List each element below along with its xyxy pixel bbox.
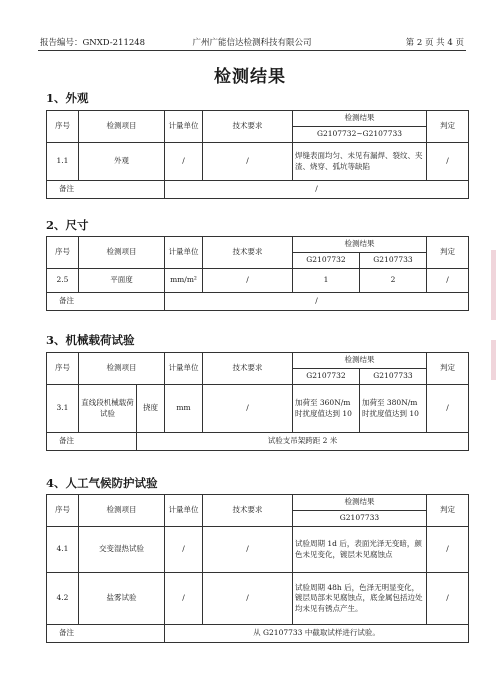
- seal-stamp-edge: [491, 250, 496, 320]
- page-header: [38, 36, 466, 51]
- sample-id: G2107732: [293, 253, 360, 269]
- page-number: 第 2 页 共 4 页: [405, 38, 464, 48]
- col-result: 检测结果: [293, 495, 427, 511]
- col-result: 检测结果: [293, 353, 427, 369]
- table-row: [47, 385, 469, 433]
- section-2-heading: 2、尺寸: [46, 218, 89, 232]
- row-result-2: 2: [360, 269, 427, 293]
- climate-protection-table: [46, 494, 469, 643]
- col-result: 检测结果: [293, 111, 427, 127]
- row-result: 焊缝表面均匀、未见有漏焊、裂纹、夹渣、烧穿、弧坑等缺陷: [293, 143, 427, 181]
- col-seq: 序号: [47, 495, 79, 527]
- col-req: 技术要求: [203, 353, 293, 385]
- row-seq: 2.5: [47, 269, 79, 293]
- section-3-heading: 3、机械载荷试验: [46, 333, 135, 347]
- appearance-table: [46, 110, 469, 199]
- col-item: 检测项目: [79, 353, 165, 385]
- row-req: /: [203, 573, 293, 625]
- col-judge: 判定: [427, 495, 469, 527]
- col-judge: 判定: [427, 111, 469, 143]
- col-req: 技术要求: [203, 111, 293, 143]
- remark-label: 备注: [47, 181, 165, 199]
- remark-value: 从 G2107733 中截取试样进行试验。: [165, 625, 469, 643]
- remark-value: /: [165, 293, 469, 311]
- row-item: 盐雾试验: [79, 573, 165, 625]
- company-name: 广州广能信达检测科技有限公司: [192, 38, 312, 48]
- row-result-1: 加荷至 360N/m 时扰度值达到 10: [293, 385, 360, 433]
- row-unit: /: [165, 143, 203, 181]
- col-unit: 计量单位: [165, 237, 203, 269]
- row-unit: /: [165, 573, 203, 625]
- remark-value: /: [165, 181, 469, 199]
- remark-label: 备注: [47, 433, 137, 451]
- table-row: [47, 573, 469, 625]
- col-unit: 计量单位: [165, 495, 203, 527]
- remark-label: 备注: [47, 625, 165, 643]
- row-seq: 4.1: [47, 527, 79, 573]
- row-seq: 3.1: [47, 385, 79, 433]
- row-judge: /: [427, 573, 469, 625]
- section-1-heading: 1、外观: [46, 91, 89, 105]
- row-result: 试验周期 48h 后，色泽无明显变化，镀层局部未见腐蚀点，底金属包括边处均未见有锈点产生。: [293, 573, 427, 625]
- row-judge: /: [427, 385, 469, 433]
- col-result: 检测结果: [293, 237, 427, 253]
- row-unit: mm: [165, 385, 203, 433]
- sample-id: G2107733: [293, 511, 427, 527]
- row-req: /: [203, 143, 293, 181]
- col-item: 检测项目: [79, 111, 165, 143]
- row-judge: /: [427, 269, 469, 293]
- row-req: /: [203, 385, 293, 433]
- col-unit: 计量单位: [165, 111, 203, 143]
- report-number: 报告编号：GNXD-211248: [40, 38, 146, 48]
- col-seq: 序号: [47, 353, 79, 385]
- table-row: [47, 269, 469, 293]
- row-result: 试验周期 1d 后，表面光泽无变暗，颜色未见变化，镀层未见腐蚀点: [293, 527, 427, 573]
- row-subitem: 挠度: [137, 385, 165, 433]
- section-4-heading: 4、人工气候防护试验: [46, 476, 158, 490]
- row-judge: /: [427, 143, 469, 181]
- col-judge: 判定: [427, 353, 469, 385]
- col-seq: 序号: [47, 111, 79, 143]
- remark-label: 备注: [47, 293, 165, 311]
- col-unit: 计量单位: [165, 353, 203, 385]
- row-item: 外观: [79, 143, 165, 181]
- col-judge: 判定: [427, 237, 469, 269]
- mechanical-load-table: [46, 352, 469, 451]
- row-seq: 4.2: [47, 573, 79, 625]
- dimension-table: [46, 236, 469, 311]
- table-row: [47, 143, 469, 181]
- row-req: /: [203, 269, 293, 293]
- page-title: 检测结果: [214, 67, 286, 87]
- row-req: /: [203, 527, 293, 573]
- table-row: [47, 527, 469, 573]
- sample-id: G2107733: [360, 253, 427, 269]
- row-unit: /: [165, 527, 203, 573]
- row-item: 直线段机械载荷试验: [79, 385, 137, 433]
- col-req: 技术要求: [203, 495, 293, 527]
- row-item: 平面度: [79, 269, 165, 293]
- sample-id: G2107733: [360, 369, 427, 385]
- row-unit: mm/m²: [165, 269, 203, 293]
- col-item: 检测项目: [79, 495, 165, 527]
- row-judge: /: [427, 527, 469, 573]
- row-seq: 1.1: [47, 143, 79, 181]
- sample-id: G2107732~G2107733: [293, 127, 427, 143]
- col-seq: 序号: [47, 237, 79, 269]
- seal-stamp-edge: [491, 340, 496, 380]
- col-req: 技术要求: [203, 237, 293, 269]
- remark-value: 试验支吊架跨距 2 米: [137, 433, 469, 451]
- sample-id: G2107732: [293, 369, 360, 385]
- row-item: 交变湿热试验: [79, 527, 165, 573]
- col-item: 检测项目: [79, 237, 165, 269]
- row-result-1: 1: [293, 269, 360, 293]
- row-result-2: 加荷至 380N/m 时扰度值达到 10: [360, 385, 427, 433]
